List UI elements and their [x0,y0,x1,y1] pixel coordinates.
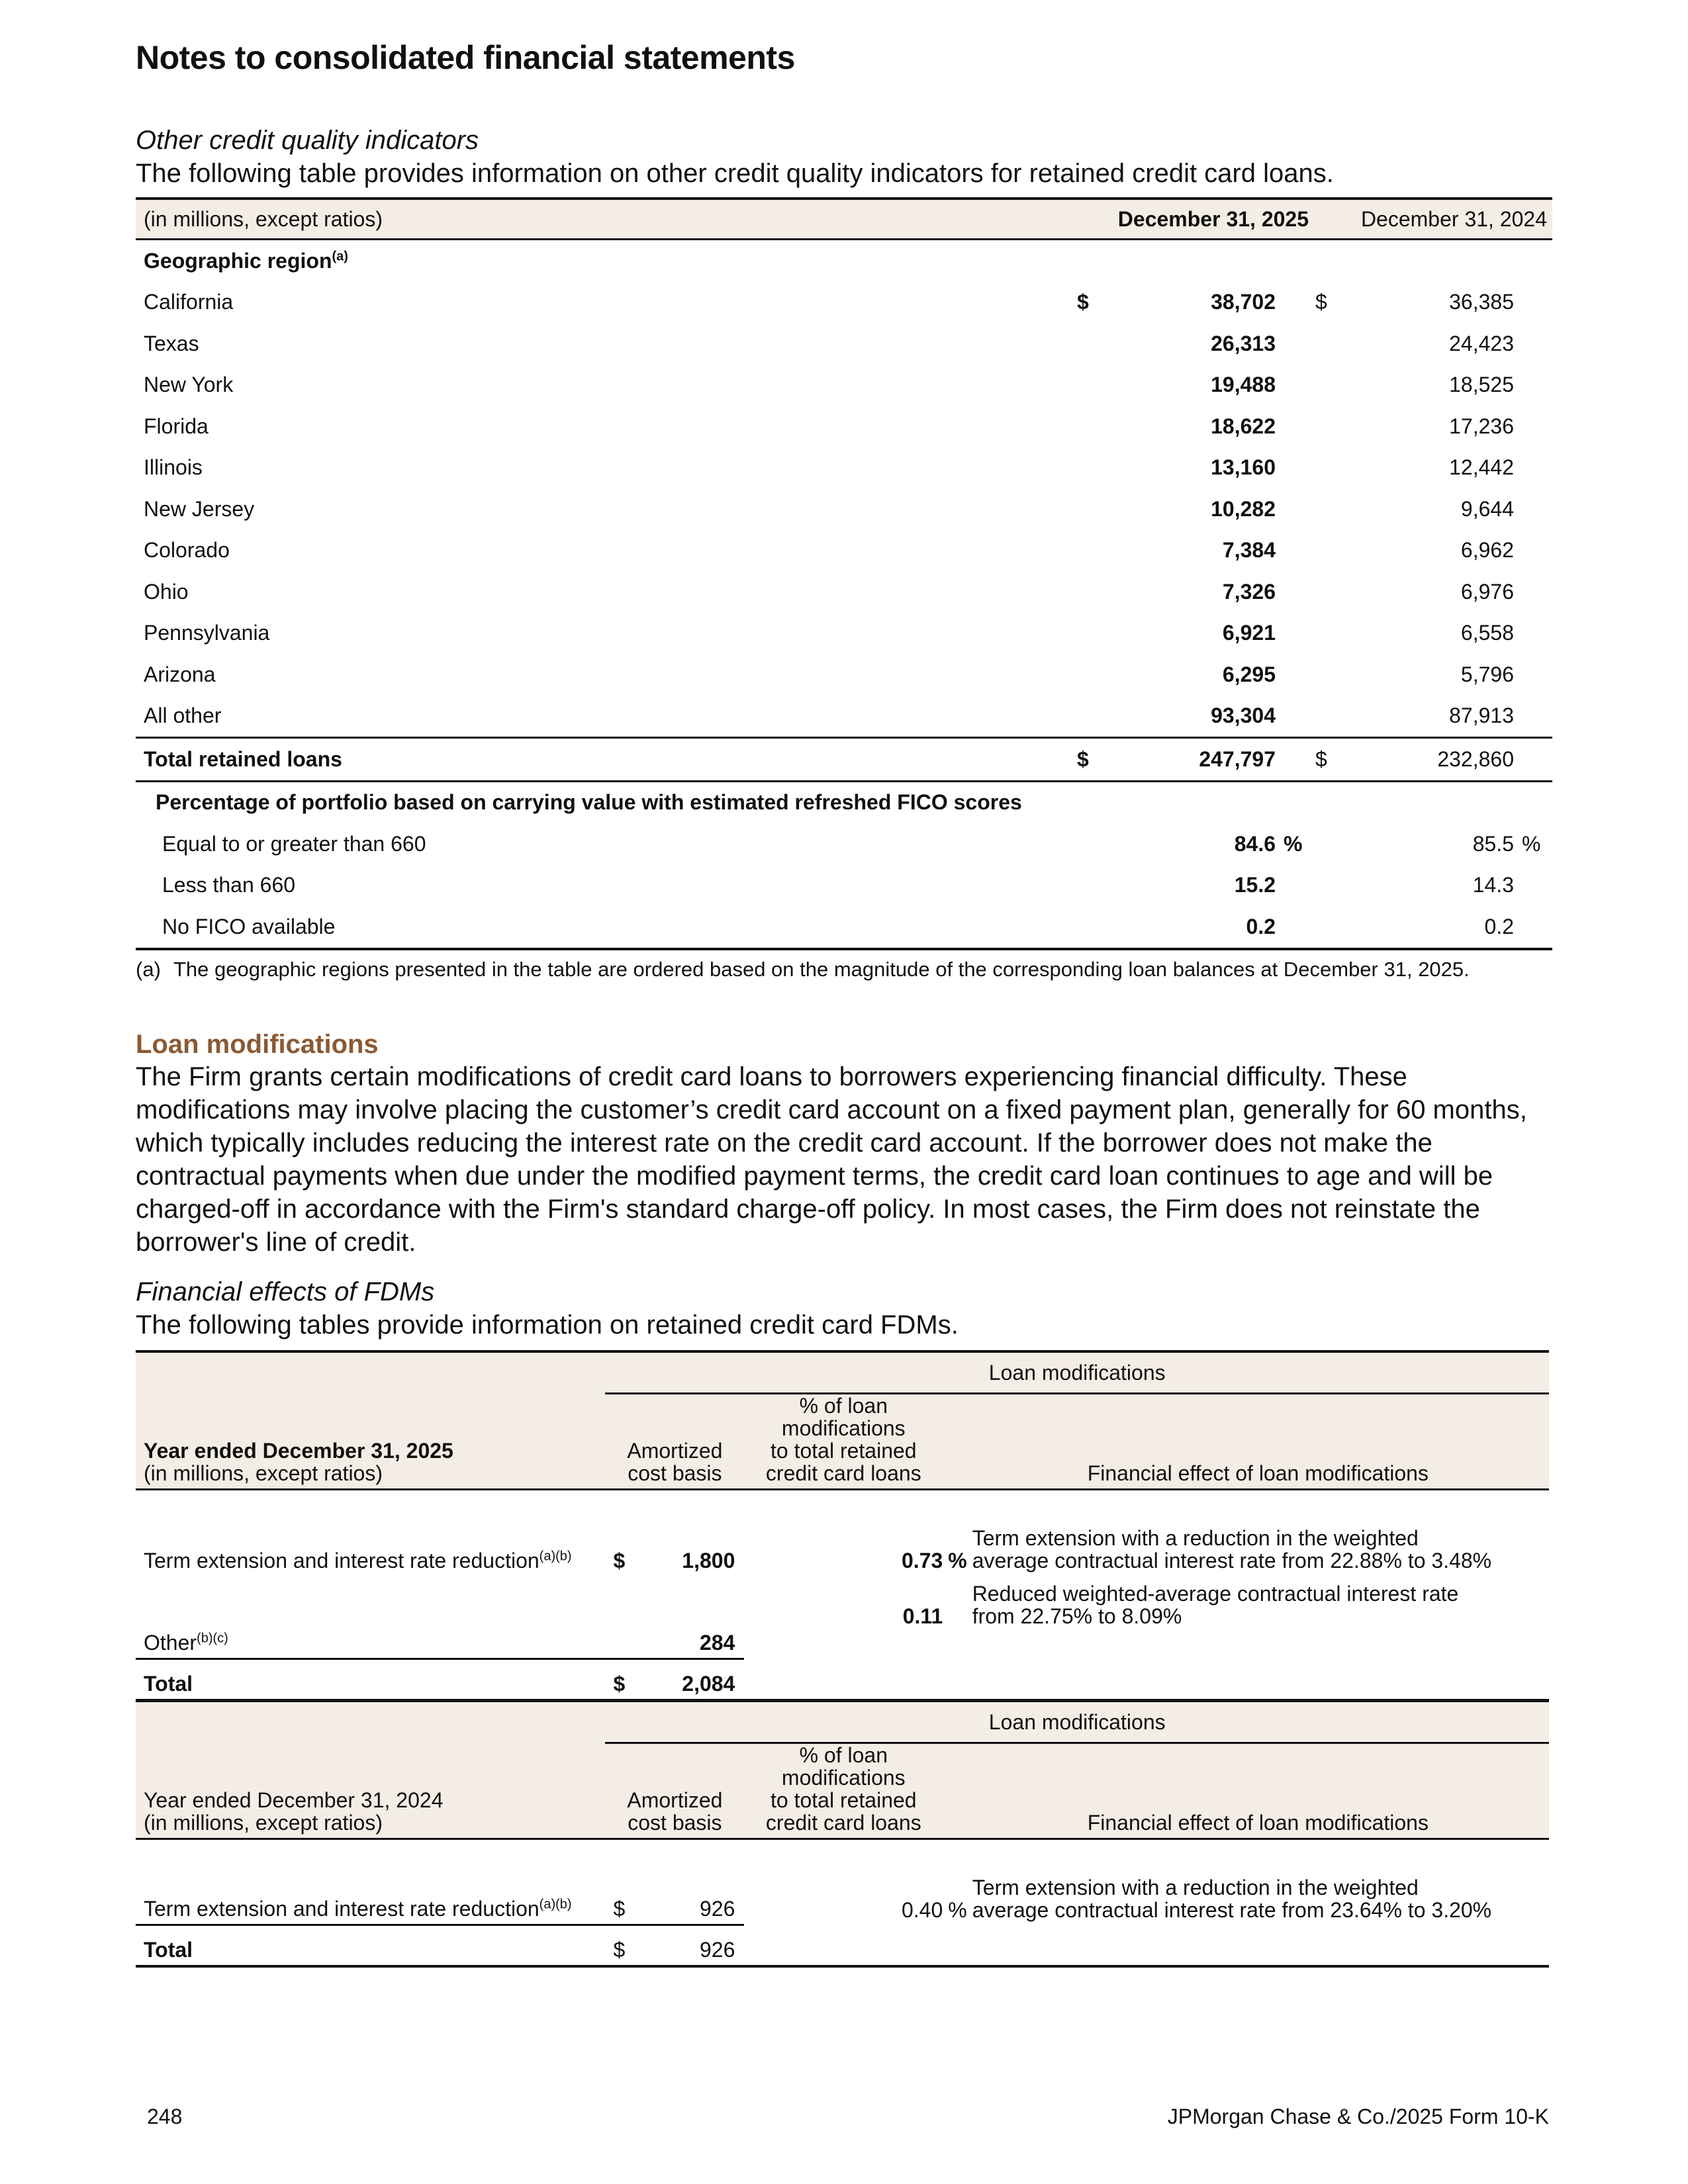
fdm-intro: The following tables provide information on retained credit card FDMs. [136,1310,959,1340]
credit-quality-intro: The following table provides information on other credit quality indicators for retained credit card loans. [136,159,1334,188]
table-row: Term extension and interest rate reduction$^{(a)(b)}$ $ 1,800 0.73 % Term extension with a reduction in the weighted average contractual interest rate from 22.88% to 3.48% [144,1525,1492,1572]
page-title: Notes to consolidated financial statements [136,39,795,76]
pct-loan-mods-header: % of loan modifications to total retained credit card loans [744,1743,943,1839]
credit-quality-subhead: Other credit quality indicators [136,126,479,155]
units-label: (in millions, except ratios) [144,1461,383,1485]
year-label: Year ended December 31, 2024 [144,1788,444,1812]
fdm-group-row [136,1351,1549,1394]
table-header-row [136,199,1552,240]
loan-modifications-group-header: Loan modifications [605,1351,1549,1394]
header-label: (in millions, except ratios) [136,199,1077,240]
loan-modifications-group-header: Loan modifications [605,1701,1549,1743]
table-row: New York 19,488 18,525 [144,373,1514,397]
table-row: Ohio 7,326 6,976 [144,579,1514,604]
table-row: California $ 38,702 $ 36,385 [144,290,1514,314]
financial-effect-header: Financial effect of loan modifications [967,1394,1549,1490]
fdm-subhead: Financial effects of FDMs [136,1277,435,1306]
header-col-2024: December 31, 2024 [1315,199,1552,240]
fico-label: Percentage of portfolio based on carrying value with estimated refreshed FICO scores [156,790,1022,815]
table-row: Pennsylvania 6,921 6,558 [144,621,1514,645]
total-row: Total $ 2,084 [136,1659,1549,1700]
loan-modifications-paragraph: The Firm grants certain modifications of credit card loans to borrowers experiencing financial difficulty. These modifications may involve placing the customer’s credit card account on a fixed payment plan, generally for 60 months, which typically includes reducing the interest rate on the credit card account. If the borrower does not make the contractual payments when due under the modified payment terms, the credit card loan continues to age and will be charged-off in accordance with the Firm's standard charge-off policy. In most cases, the Firm does not reinstate the borrower's line of credit. [136,1062,1527,1257]
pct-loan-mods-header: % of loan modifications to total retained credit card loans [744,1394,943,1490]
footnote-mark: (a) [136,958,161,981]
fdm-table-2024 [136,1700,1549,1968]
amortized-cost-header: Amortized cost basis [605,1394,744,1490]
fdm-header-row [136,1394,1549,1490]
fdm-table-2025 [136,1350,1549,1702]
table-row: Texas 26,313 24,423 [144,331,1514,355]
group-label: Geographic region$^{(a)}$ [144,248,348,273]
credit-quality-table [136,197,1552,950]
table-row: Other$^{(b)(c)}$ 284 0.11 Reduced weighted-average contractual interest rate from 22.75% to 8.09% [144,1581,1459,1655]
page-number: 248 [147,2105,183,2128]
table-row: No FICO available 0.2 0.2 [136,906,1552,949]
units-label: (in millions, except ratios) [144,1811,383,1835]
fdm-group-row [136,1701,1549,1743]
footnote-text: The geographic regions presented in the table are ordered based on the magnitude of the corresponding loan balances at December 31, 2025. [173,958,1470,981]
loan-modifications-heading: Loan modifications [136,1030,379,1059]
publication-footer: JPMorgan Chase & Co./2025 Form 10-K [1167,2105,1549,2128]
fdm-header-row [136,1743,1549,1839]
table-row: Less than 660 15.2 14.3 [162,873,1514,897]
table-row: Equal to or greater than 660 84.6 % 85.5 % [162,831,1541,856]
fico-group-row [136,781,1552,823]
year-label: Year ended December 31, 2025 [144,1439,453,1463]
footnote-a [136,957,1539,982]
table-row: Arizona 6,295 5,796 [144,662,1514,686]
table-row: All other 93,304 87,913 [144,704,1514,728]
total-row: Total $ 926 [136,1925,1549,1966]
header-col-2025: December 31, 2025 [1077,199,1315,240]
table-row: Term extension and interest rate reduction$^{(a)(b)}$ $ 926 0.40 % Term extension with a reduction in the weighted average contractual interest rate from 23.64% to 3.20% [144,1875,1492,1922]
table-row: Colorado 7,384 6,962 [144,538,1514,563]
amortized-cost-header: Amortized cost basis [605,1743,744,1839]
table-row: Illinois 13,160 12,442 [144,455,1514,480]
table-row: Florida 18,622 17,236 [144,414,1514,438]
total-row: Total retained loans $ 247,797 $ 232,860 [136,738,1552,782]
table-row: New Jersey 10,282 9,644 [144,496,1514,521]
financial-effect-header: Financial effect of loan modifications [967,1743,1549,1839]
group-row [136,240,1552,282]
